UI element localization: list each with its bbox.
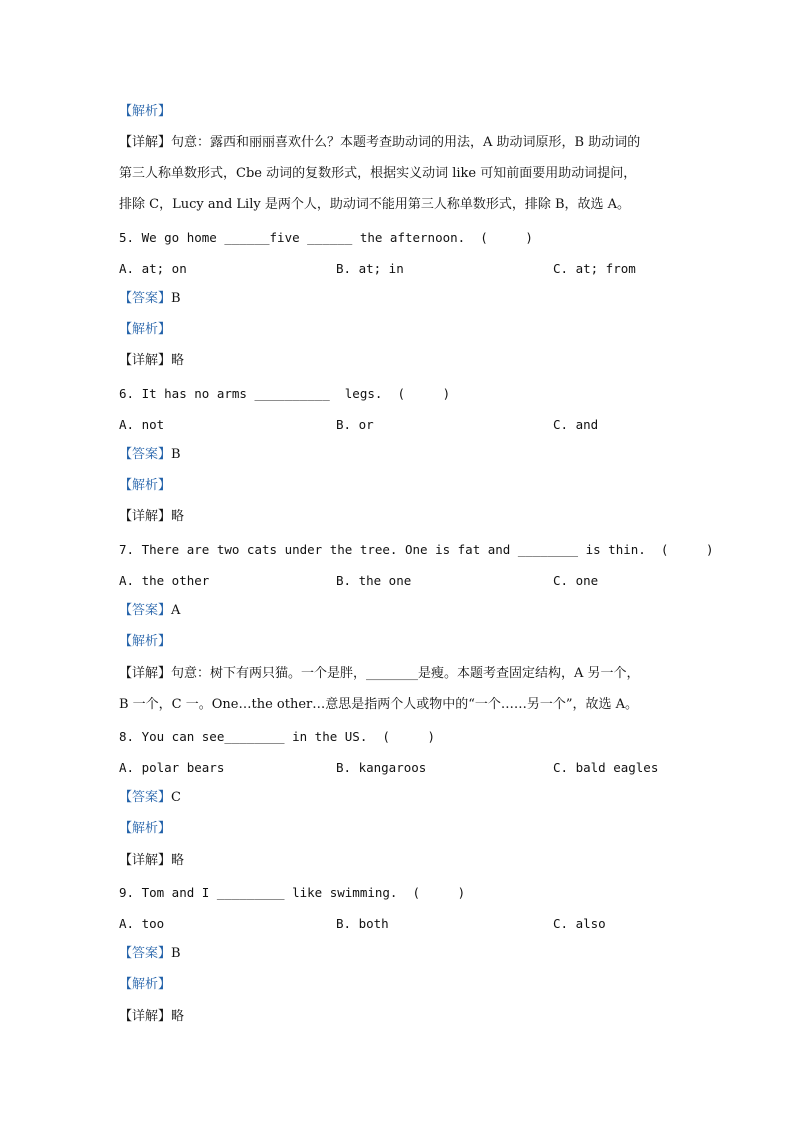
answer-value: A xyxy=(171,603,181,618)
answer-value: B xyxy=(171,447,181,462)
question-8-answer xyxy=(119,789,181,807)
question-8-option-a: A. polar bears xyxy=(119,760,225,775)
question-6-answer xyxy=(119,446,181,464)
answer-tag: 【答案】 xyxy=(119,447,172,462)
answer-tag: 【答案】 xyxy=(119,603,172,618)
question-5-option-c: C. at; from xyxy=(553,261,636,276)
detail-text: 略 xyxy=(171,353,185,368)
question-7-analysis xyxy=(119,633,171,651)
detail-text: 句意：树下有两只猫。一个是胖，________是瘦。本题考查固定结构，A 另一个， xyxy=(171,666,640,681)
detail-tag: 【详解】 xyxy=(119,853,172,868)
question-5-option-b: B. at; in xyxy=(336,261,404,276)
question-9-detail xyxy=(119,1008,184,1026)
question-5-option-a: A. at; on xyxy=(119,261,187,276)
question-7-stem: 7. There are two cats under the tree. One is fat and ________ is thin. ( ) xyxy=(119,542,714,557)
analysis-tag: 【解析】 xyxy=(119,977,172,992)
answer-value: B xyxy=(171,291,181,306)
detail-tag: 【详解】 xyxy=(119,509,172,524)
question-5-analysis xyxy=(119,321,171,339)
question-7-answer xyxy=(119,602,180,620)
question-5-detail xyxy=(119,352,184,370)
question-5-stem: 5. We go home ______five ______ the afternoon. ( ) xyxy=(119,230,533,245)
question-9-analysis xyxy=(119,976,171,994)
detail-tag: 【详解】 xyxy=(119,1009,172,1024)
detail-text: 略 xyxy=(171,853,185,868)
question-8-analysis xyxy=(119,820,171,838)
analysis-tag: 【解析】 xyxy=(119,634,172,649)
detail-tag: 【详解】 xyxy=(119,666,172,681)
question-9-answer xyxy=(119,945,181,963)
question-6-option-c: C. and xyxy=(553,417,599,432)
question-5-answer xyxy=(119,290,181,308)
detail-tag: 【详解】 xyxy=(119,135,172,150)
question-6-detail xyxy=(119,508,184,526)
question-7-detail-line-1 xyxy=(119,665,640,683)
detail-tag: 【详解】 xyxy=(119,353,172,368)
question-8-stem: 8. You can see________ in the US. ( ) xyxy=(119,729,436,744)
question-8-option-c: C. bald eagles xyxy=(553,760,659,775)
question-8-detail xyxy=(119,852,184,870)
intro-detail-line-2: 第三人称单数形式，Cbe 动词的复数形式，根据实义动词 like 可知前面要用助动词提问， xyxy=(119,166,637,181)
answer-value: B xyxy=(171,946,181,961)
answer-tag: 【答案】 xyxy=(119,946,172,961)
question-7-option-b: B. the one xyxy=(336,573,412,588)
intro-detail-line-1 xyxy=(119,134,640,152)
question-6-option-a: A. not xyxy=(119,417,165,432)
question-7-option-a: A. the other xyxy=(119,573,210,588)
intro-detail-line-3: 排除 C，Lucy and Lily 是两个人，助动词不能用第三人称单数形式，排除 B，故选 A。 xyxy=(119,197,631,212)
detail-text: 略 xyxy=(171,509,185,524)
answer-tag: 【答案】 xyxy=(119,291,172,306)
analysis-tag: 【解析】 xyxy=(119,104,172,119)
answer-value: C xyxy=(171,790,181,805)
question-7-option-c: C. one xyxy=(553,573,599,588)
analysis-tag: 【解析】 xyxy=(119,821,172,836)
question-6-stem: 6. It has no arms __________ legs. ( ) xyxy=(119,386,451,401)
detail-text: 句意：露西和丽丽喜欢什么？本题考查助动词的用法，A 助动词原形，B 助动词的 xyxy=(171,135,641,150)
question-8-option-b: B. kangaroos xyxy=(336,760,427,775)
analysis-tag: 【解析】 xyxy=(119,322,172,337)
question-9-option-a: A. too xyxy=(119,916,165,931)
question-9-option-c: C. also xyxy=(553,916,606,931)
question-6-analysis xyxy=(119,477,171,495)
question-7-detail-line-2: B 一个，C 一。One…the other…意思是指两个人或物中的“一个……另一个”，故选 A。 xyxy=(119,697,639,712)
question-9-option-b: B. both xyxy=(336,916,389,931)
answer-tag: 【答案】 xyxy=(119,790,172,805)
question-6-option-b: B. or xyxy=(336,417,374,432)
detail-text: 略 xyxy=(171,1009,185,1024)
analysis-tag: 【解析】 xyxy=(119,478,172,493)
intro-analysis xyxy=(119,103,171,121)
question-9-stem: 9. Tom and I _________ like swimming. ( ) xyxy=(119,885,466,900)
